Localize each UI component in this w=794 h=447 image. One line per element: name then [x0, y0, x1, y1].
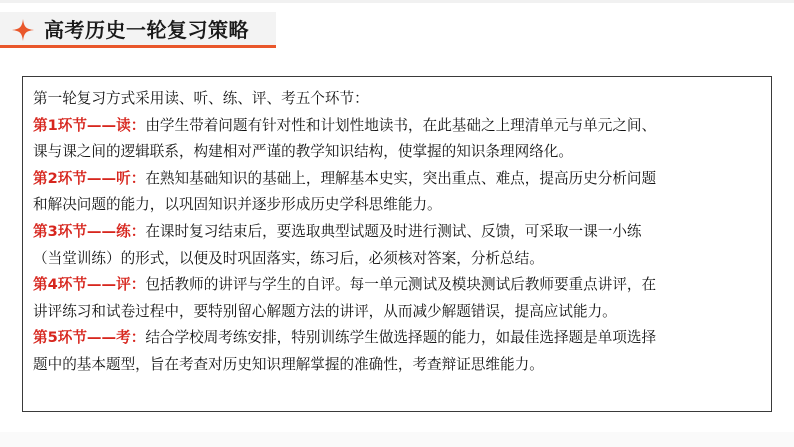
- item-3-text-1: 在课时复习结束后，要选取典型试题及时进行测试、反馈，可采取一课一小练: [145, 222, 642, 240]
- item-5-label: 第5环节——考：: [33, 329, 146, 347]
- item-2-label: 第2环节——听：: [33, 169, 146, 187]
- item-1-text-1: 由学生带着问题有针对性和计划性地读书，在此基础之上理清单元与单元之间、: [145, 116, 657, 134]
- item-5-line-2: 题中的基本题型，旨在考查对历史知识理解掌握的准确性，考查辩证思维能力。: [33, 355, 544, 373]
- item-1-label: 第1环节——读：: [33, 116, 146, 134]
- item-2-line-2: 和解决问题的能力，以巩固知识并逐步形成历史学科思维能力。: [33, 196, 442, 214]
- four-point-star-icon: [12, 19, 34, 41]
- item-4-line-2: 讲评练习和试卷过程中，要特别留心解题方法的讲评，从而减少解题错误，提高应试能力。: [33, 302, 617, 320]
- item-4-line-1: [33, 272, 768, 299]
- item-4-text-1: 包括教师的讲评与学生的自评。每一单元测试及模块测试后教师要重点讲评，在: [145, 276, 657, 294]
- item-5-line-1: [33, 325, 768, 352]
- bottom-band: [0, 432, 794, 447]
- item-2-text-1: 在熟知基础知识的基础上，理解基本史实，突出重点、难点，提高历史分析问题: [145, 169, 657, 187]
- item-4-label: 第4环节——评：: [33, 276, 146, 294]
- item-3-line-1: [33, 219, 768, 246]
- item-2-line-1: [33, 166, 768, 193]
- item-3-label: 第3环节——练：: [33, 222, 146, 240]
- top-divider: [0, 0, 794, 3]
- page-title: 高考历史一轮复习策略: [44, 18, 249, 42]
- item-5-text-1: 结合学校周考练安排，特别训练学生做选择题的能力，如最佳选择题是单项选择: [145, 329, 657, 347]
- item-1-line-2: 课与课之间的逻辑联系，构建相对严谨的教学知识结构，使掌握的知识条理网络化。: [33, 143, 573, 161]
- item-3-line-2: （当堂训练）的形式，以便及时巩固落实，练习后，必须核对答案，分析总结。: [33, 249, 544, 267]
- item-1-line-1: [33, 113, 768, 140]
- header-accent-rule: [0, 45, 276, 48]
- intro-line: 第一轮复习方式采用读、听、练、评、考五个环节：: [33, 90, 369, 107]
- text-block: [33, 86, 768, 379]
